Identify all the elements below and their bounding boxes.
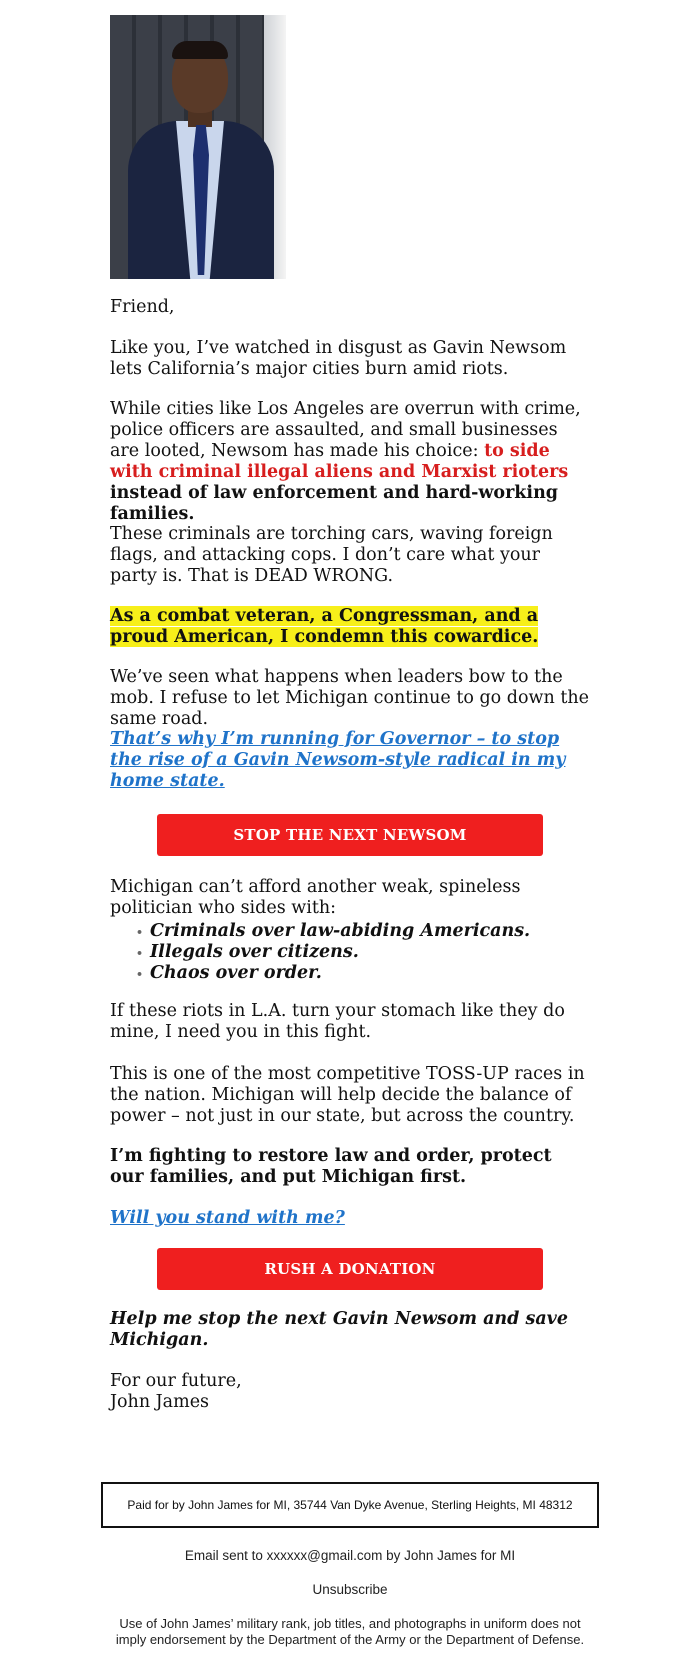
candidate-photo — [110, 15, 286, 279]
highlight-text: As a combat veteran, a Congressman, and a proud American, I condemn this cowardice. — [110, 606, 539, 647]
sides-with-list — [110, 921, 590, 984]
paragraph-criminals: These criminals are torching cars, waving foreign flags, and attacking cops. I don’t care what your party is. That is DEAD WRONG. — [110, 524, 553, 586]
email-sent-notice: Email sent to xxxxxx@gmail.com by John James for MI — [184, 1548, 516, 1563]
list-item: • Illegals over citizens. — [150, 942, 590, 963]
stand-with-me-link-text[interactable]: Will you stand with me? — [110, 1208, 345, 1228]
paragraph-toss-up: This is one of the most competitive TOSS-UP races in the nation. Michigan will help decide the balance of power – not just in our state, but across the country. — [110, 1064, 585, 1126]
paragraph-intro: Like you, I’ve watched in disgust as Gavin Newsom lets California’s major cities burn amid riots. — [110, 338, 567, 379]
paid-for-box: Paid for by John James for MI, 35744 Van Dyke Avenue, Sterling Heights, MI 48312 — [101, 1482, 599, 1528]
email-body — [110, 15, 590, 1412]
stand-with-me-link[interactable] — [110, 1208, 590, 1229]
paragraph-mob: We’ve seen what happens when leaders bow to the mob. I refuse to let Michigan continue to go down the same road. — [110, 667, 589, 729]
governor-link[interactable] — [110, 729, 590, 792]
choice-red-text: to side with criminal illegal aliens and Marxist rioters — [110, 441, 569, 482]
paragraph-stomach: If these riots in L.A. turn your stomach like they do mine, I need you in this fight. — [110, 1001, 565, 1042]
paragraph-save-michigan: Help me stop the next Gavin Newsom and save Michigan. — [110, 1309, 568, 1350]
greeting: Friend, — [110, 297, 175, 317]
highlight-statement — [110, 606, 590, 648]
choice-bold-text: instead of law enforcement and hard-working families. — [110, 483, 559, 524]
signature: John James — [110, 1392, 210, 1412]
rush-a-donation-button[interactable]: RUSH A DONATION — [157, 1248, 543, 1290]
list-item: • Criminals over law-abiding Americans. — [150, 921, 590, 942]
disclaimer: Use of John James’ military rank, job titles, and photographs in uniform does not imply endorsement by the Department of the Army or the Department of Defense. — [115, 1616, 585, 1647]
paragraph-choice — [110, 399, 590, 525]
paragraph-afford: Michigan can’t afford another weak, spineless politician who sides with: — [110, 877, 521, 918]
list-item: • Chaos over order. — [150, 963, 590, 984]
choice-lead-text: While cities like Los Angeles are overrun with crime, police officers are assaulted, and small businesses are looted, Newsom has made his choice: — [110, 399, 581, 461]
signoff: For our future, — [110, 1371, 242, 1391]
paragraph-fighting: I’m fighting to restore law and order, protect our families, and put Michigan first. — [110, 1146, 552, 1187]
stop-the-next-newsom-button[interactable]: STOP THE NEXT NEWSOM — [157, 814, 543, 856]
governor-link-text[interactable]: That’s why I’m running for Governor – to stop the rise of a Gavin Newsom-style radical in my home state. — [110, 729, 566, 791]
unsubscribe-link[interactable]: Unsubscribe — [312, 1582, 388, 1597]
